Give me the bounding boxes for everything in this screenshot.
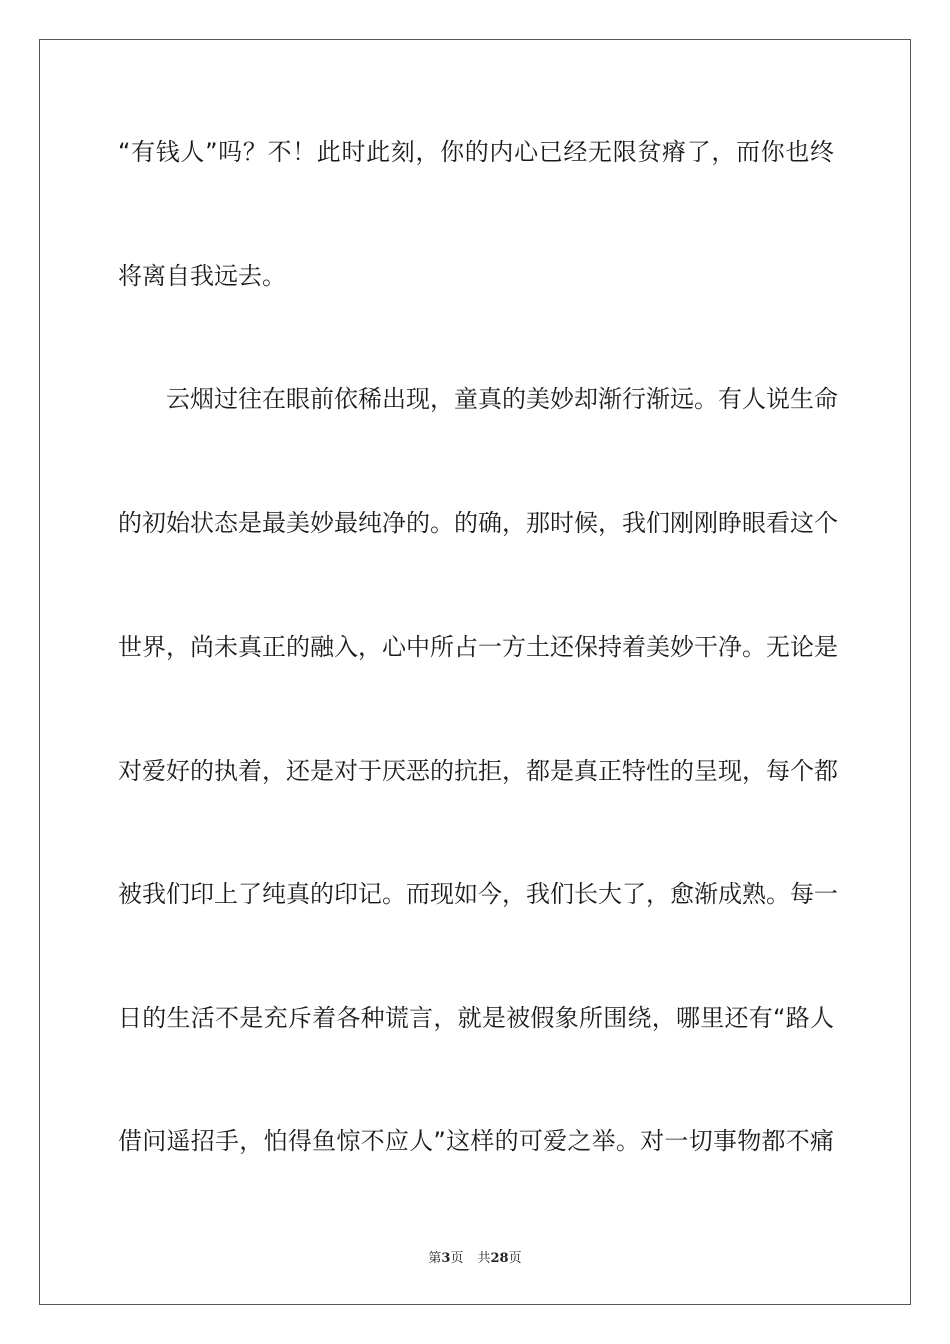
text-line-2: 将离自我远去。 — [118, 262, 286, 290]
text-line-7: 被我们印上了纯真的印记。而现如今，我们长大了，愈渐成熟。每一 — [118, 880, 838, 908]
page-footer — [0, 1247, 950, 1266]
text-line-5: 世界，尚未真正的融入，心中所占一方土还保持着美妙干净。无论是 — [118, 633, 838, 661]
text-line-8: 日的生活不是充斥着各种谎言，就是被假象所围绕，哪里还有“路人 — [118, 1004, 834, 1032]
text-line-3: 云烟过往在眼前依稀出现，童真的美妙却渐行渐远。有人说生命 — [166, 385, 838, 413]
page-prefix: 第 — [428, 1251, 442, 1266]
page-number: 3 — [441, 1251, 451, 1266]
page-suffix: 页 — [450, 1251, 464, 1266]
text-line-4: 的初始状态是最美妙最纯净的。的确，那时候，我们刚刚睁眼看这个 — [118, 509, 838, 537]
total-suffix: 页 — [508, 1251, 522, 1266]
text-line-1: “有钱人”吗？不！此时此刻，你的内心已经无限贫瘠了，而你也终 — [118, 138, 834, 166]
page-border — [39, 39, 911, 1305]
total-prefix: 共 — [477, 1251, 491, 1266]
total-pages: 28 — [490, 1251, 509, 1266]
text-line-9: 借问遥招手，怕得鱼惊不应人”这样的可爱之举。对一切事物都不痛 — [118, 1127, 834, 1155]
text-line-6: 对爱好的执着，还是对于厌恶的抗拒，都是真正特性的呈现，每个都 — [118, 757, 838, 785]
